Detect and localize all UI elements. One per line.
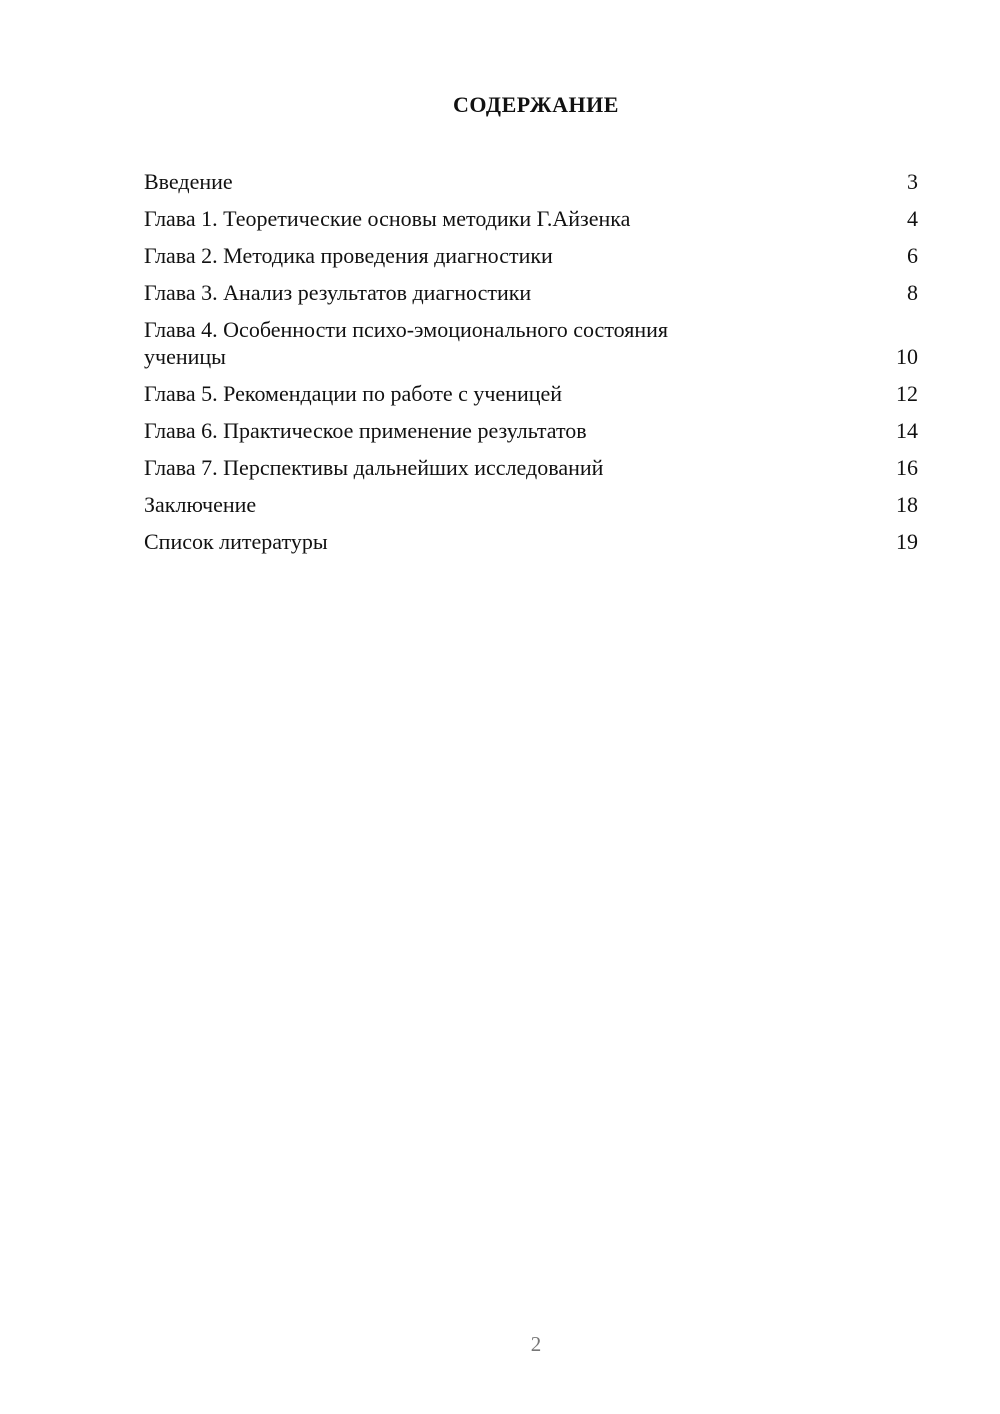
toc-entry-label: Глава 7. Перспективы дальнейших исследований bbox=[144, 455, 604, 480]
table-of-contents bbox=[144, 168, 918, 565]
toc-entry-label: Заключение bbox=[144, 492, 257, 517]
toc-entry-page: 18 bbox=[896, 492, 918, 517]
toc-entry-chapter-1 bbox=[144, 205, 918, 232]
toc-entry-label: Глава 4. Особенности психо-эмоционального состояния ученицы bbox=[144, 317, 669, 369]
toc-entry-chapter-3 bbox=[144, 279, 918, 306]
toc-entry-bibliography bbox=[144, 528, 918, 555]
toc-entry-page: 19 bbox=[896, 529, 918, 554]
toc-entry-page: 4 bbox=[907, 206, 918, 231]
page-number: 2 bbox=[530, 1332, 542, 1356]
toc-entry-page: 16 bbox=[896, 455, 918, 480]
page-title: СОДЕРЖАНИЕ bbox=[453, 92, 619, 117]
toc-entry-label: Глава 6. Практическое применение результатов bbox=[144, 418, 587, 443]
toc-entry-page: 14 bbox=[896, 418, 918, 443]
toc-entry-label: Глава 1. Теоретические основы методики Г.Айзенка bbox=[144, 206, 631, 231]
toc-entry-conclusion bbox=[144, 491, 918, 518]
toc-entry-chapter-4 bbox=[144, 316, 918, 370]
toc-entry-label: Введение bbox=[144, 169, 233, 194]
toc-entry-chapter-2 bbox=[144, 242, 918, 269]
toc-entry-chapter-6 bbox=[144, 417, 918, 444]
toc-entry-page: 12 bbox=[896, 381, 918, 406]
toc-entry-label: Список литературы bbox=[144, 529, 328, 554]
toc-entry-label: Глава 2. Методика проведения диагностики bbox=[144, 243, 553, 268]
toc-entry-page: 8 bbox=[907, 280, 918, 305]
toc-entry-page: 3 bbox=[907, 169, 918, 194]
toc-entry-label: Глава 3. Анализ результатов диагностики bbox=[144, 280, 532, 305]
toc-entry-chapter-7 bbox=[144, 454, 918, 481]
toc-entry-chapter-5 bbox=[144, 380, 918, 407]
toc-entry-page: 6 bbox=[907, 243, 918, 268]
toc-entry-introduction bbox=[144, 168, 918, 195]
toc-entry-label: Глава 5. Рекомендации по работе с ученицей bbox=[144, 381, 563, 406]
toc-entry-page: 10 bbox=[896, 344, 918, 369]
